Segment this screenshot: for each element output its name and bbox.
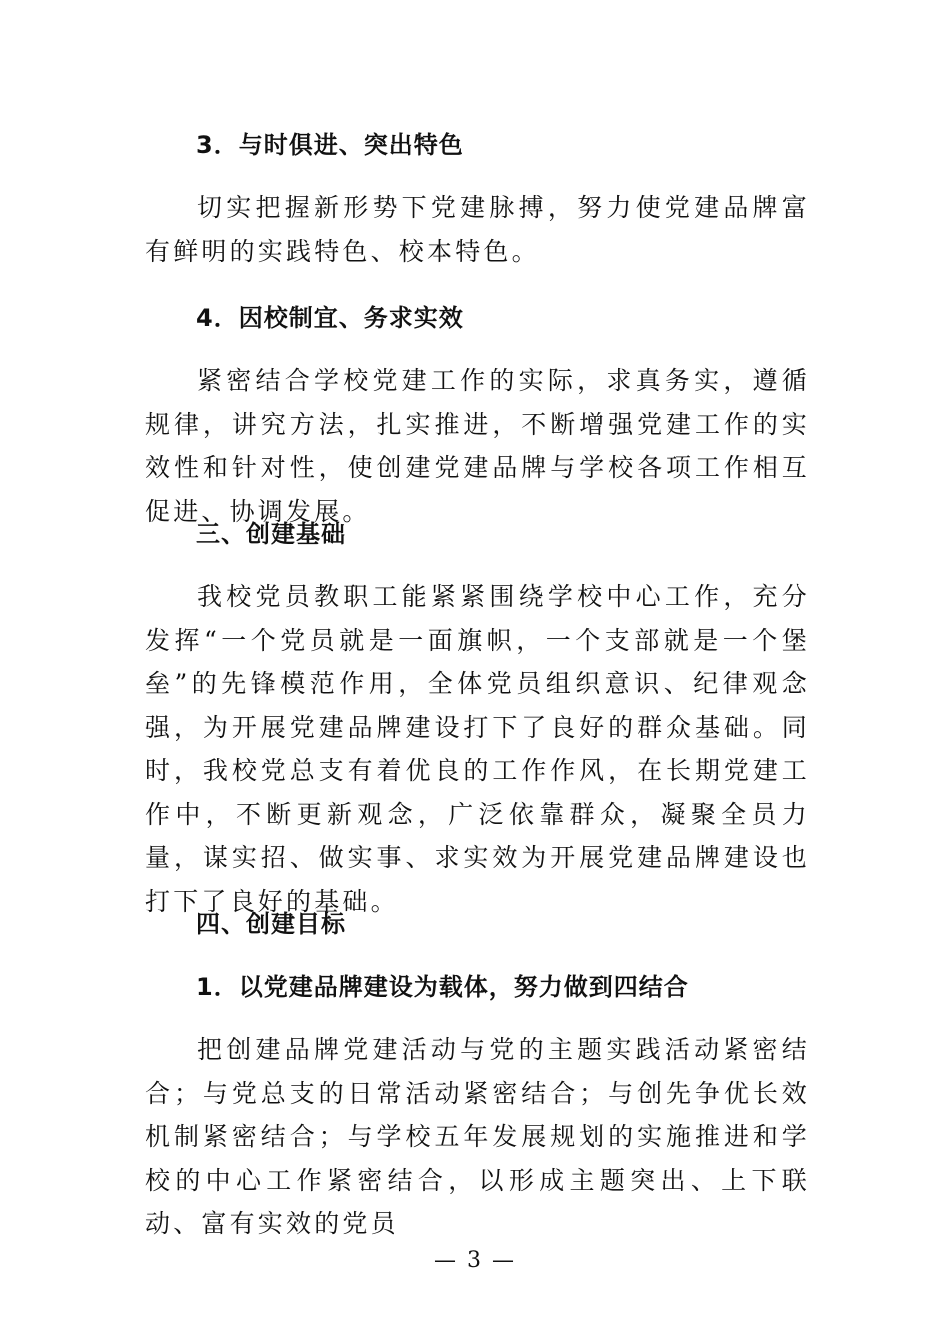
page-number: — 3 — [434, 1248, 516, 1273]
paragraph-practical-effect: 紧密结合学校党建工作的实际，求真务实，遵循规律，讲究方法，扎实推进，不断增强党建工作的实效性和针对性，使创建党建品牌与学校各项工作相互促进、协调发展。 [145, 366, 810, 526]
heading-foundation: 三、创建基础 [196, 520, 346, 548]
heading-four-combinations: 1．以党建品牌建设为载体，努力做到四结合 [196, 973, 689, 1001]
heading-adapt-to-school: 4．因校制宜、务求实效 [196, 304, 464, 332]
heading-keep-pace-with-times: 3．与时俱进、突出特色 [196, 131, 464, 159]
paragraph-characteristics: 切实把握新形势下党建脉搏，努力使党建品牌富有鲜明的实践特色、校本特色。 [145, 193, 810, 266]
paragraph-four-combinations: 把创建品牌党建活动与党的主题实践活动紧密结合；与党总支的日常活动紧密结合；与创先争优长效机制紧密结合；与学校五年发展规划的实施推进和学校的中心工作紧密结合，以形成主题突出、上下联动、富有实效的党员 [145, 1035, 810, 1238]
heading-goals: 四、创建目标 [196, 910, 346, 938]
paragraph-foundation: 我校党员教职工能紧紧围绕学校中心工作，充分发挥“一个党员就是一面旗帜，一个支部就是一个堡垒”的先锋模范作用，全体党员组织意识、纪律观念强，为开展党建品牌建设打下了良好的群众基础。同时，我校党总支有着优良的工作作风，在长期党建工作中，不断更新观念，广泛依靠群众，凝聚全员力量，谋实招、做实事、求实效为开展党建品牌建设也打下了良好的基础。 [145, 582, 810, 916]
